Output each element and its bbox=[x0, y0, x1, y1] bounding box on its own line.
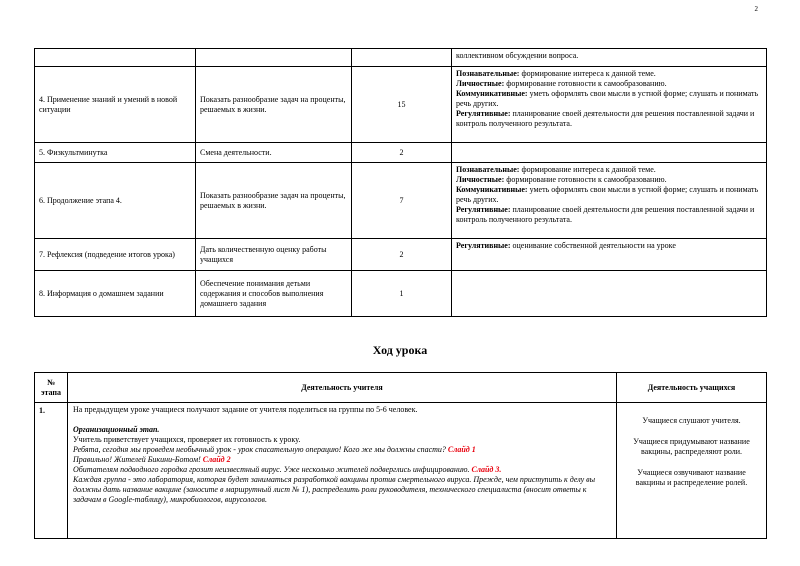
table-row bbox=[35, 67, 767, 143]
uud-item bbox=[456, 79, 762, 89]
teacher-paragraph: Каждая группа - это лаборатория, которая будет заниматься разработкой вакцины против смертельного вируса. Прежде, чем приступить к делу вы должны дать название вакцине (заносите в маршрутный лист № 1), распределить роли руководителя, технического специалиста (вносит ответы к задачам в Google-таблицу), микробиологов, вирусологов. bbox=[73, 475, 596, 504]
slide-marker: Слайд 1 bbox=[447, 445, 476, 454]
uud-cell bbox=[452, 163, 767, 239]
table-row bbox=[35, 239, 767, 271]
uud-item bbox=[456, 89, 762, 109]
students-paragraph: Учащиеся озвучивают название вакцины и распределение ролей. bbox=[635, 468, 748, 487]
stage-cell bbox=[35, 49, 196, 67]
uud-text: уметь оформлять свои мысли в устной форме; слушать и понимать речь других. bbox=[456, 89, 759, 108]
stage-cell: 6. Продолжение этапа 4. bbox=[35, 163, 196, 239]
teacher-paragraph bbox=[73, 465, 611, 475]
uud-label: Регулятивные: bbox=[456, 205, 511, 214]
teacher-activity-cell bbox=[68, 403, 617, 539]
uud-cell bbox=[452, 271, 767, 317]
uud-item bbox=[456, 109, 762, 129]
table-row bbox=[35, 163, 767, 239]
teacher-paragraph: На предыдущем уроке учащиеся получают задание от учителя поделиться на группы по 5-6 человек. bbox=[73, 405, 418, 414]
uud-label: Познавательные: bbox=[456, 69, 520, 78]
uud-label: Коммуникативные: bbox=[456, 185, 528, 194]
table-row-partial bbox=[35, 49, 767, 67]
header-cell-students: Деятельность учащихся bbox=[617, 373, 767, 403]
goal-cell: Показать разнообразие задач на проценты, решаемых в жизни. bbox=[196, 163, 352, 239]
uud-text: формирование готовности к самообразованию. bbox=[506, 79, 667, 88]
section-heading: Ход урока bbox=[372, 343, 428, 357]
uud-label: Коммуникативные: bbox=[456, 89, 528, 98]
teacher-paragraph bbox=[73, 455, 611, 465]
uud-text: формирование готовности к самообразованию. bbox=[506, 175, 667, 184]
lesson-plan-table bbox=[34, 48, 767, 317]
students-paragraph: Учащиеся придумывают название вакцины, распределяют роли. bbox=[633, 437, 750, 456]
slide-marker: Слайд 2 bbox=[202, 455, 231, 464]
uud-text: уметь оформлять свои мысли в устной форме; слушать и понимать речь других. bbox=[456, 185, 759, 204]
minutes-cell: 15 bbox=[352, 67, 452, 143]
table-row bbox=[35, 143, 767, 163]
uud-item bbox=[456, 69, 762, 79]
teacher-speech: Ребята, сегодня мы проведем необычный урок - урок спасательную операцию! Кого же мы должны спасти? bbox=[73, 445, 446, 454]
goal-cell: Показать разнообразие задач на проценты, решаемых в жизни. bbox=[196, 67, 352, 143]
uud-text: оценивание собственной деятельности на уроке bbox=[512, 241, 676, 250]
students-activity-cell bbox=[617, 403, 767, 539]
uud-text: формирование интереса к данной теме. bbox=[521, 69, 656, 78]
header-cell-stage-no: № этапа bbox=[35, 373, 68, 403]
goal-cell: Дать количественную оценку работы учащихся bbox=[196, 239, 352, 271]
uud-text: планирование своей деятельности для решения поставленной задачи и контроль полученного результата. bbox=[456, 205, 755, 224]
table-row bbox=[35, 403, 767, 539]
uud-label: Регулятивные: bbox=[456, 109, 511, 118]
uud-item bbox=[456, 185, 762, 205]
teacher-paragraph bbox=[73, 445, 611, 455]
stage-cell: 5. Физкультминутка bbox=[35, 143, 196, 163]
teacher-paragraph: Учитель приветствует учащихся, проверяет их готовность к уроку. bbox=[73, 435, 301, 444]
minutes-cell: 7 bbox=[352, 163, 452, 239]
uud-item bbox=[456, 175, 762, 185]
minutes-cell: 2 bbox=[352, 143, 452, 163]
uud-cell bbox=[452, 49, 767, 67]
teacher-speech: Обитателям подводного городка грозит неизвестный вирус. Уже несколько жителей подверглись инфицированию. bbox=[73, 465, 470, 474]
uud-label: Регулятивные: bbox=[456, 241, 511, 250]
uud-cell bbox=[452, 239, 767, 271]
uud-item bbox=[456, 241, 762, 251]
students-paragraph: Учащиеся слушают учителя. bbox=[642, 416, 741, 425]
uud-cell bbox=[452, 143, 767, 163]
goal-cell: Смена деятельности. bbox=[196, 143, 352, 163]
lesson-course-table bbox=[34, 372, 767, 539]
table-header-row bbox=[35, 373, 767, 403]
uud-tail-text: коллективном обсуждении вопроса. bbox=[456, 51, 579, 60]
header-cell-teacher: Деятельность учителя bbox=[68, 373, 617, 403]
stage-cell: 8. Информация о домашнем задании bbox=[35, 271, 196, 317]
stage-cell: 7. Рефлексия (подведение итогов урока) bbox=[35, 239, 196, 271]
goal-cell bbox=[196, 49, 352, 67]
uud-label: Познавательные: bbox=[456, 165, 520, 174]
uud-text: формирование интереса к данной теме. bbox=[521, 165, 656, 174]
minutes-cell: 2 bbox=[352, 239, 452, 271]
minutes-cell bbox=[352, 49, 452, 67]
goal-cell: Обеспечение понимания детьми содержания и способов выполнения домашнего задания bbox=[196, 271, 352, 317]
uud-text: планирование своей деятельности для решения поставленной задачи и контроль полученного результата. bbox=[456, 109, 755, 128]
teacher-speech: Правильно! Жителей Бикини-Ботом! bbox=[73, 455, 201, 464]
minutes-cell: 1 bbox=[352, 271, 452, 317]
uud-item bbox=[456, 205, 762, 225]
uud-cell bbox=[452, 67, 767, 143]
table-row bbox=[35, 271, 767, 317]
page-number: 2 bbox=[754, 5, 758, 13]
teacher-paragraph-stage-title: Организационный этап. bbox=[73, 425, 160, 434]
stage-number-cell: 1. bbox=[35, 403, 68, 539]
uud-label: Личностные: bbox=[456, 175, 505, 184]
stage-cell: 4. Применение знаний и умений в новой ситуации bbox=[35, 67, 196, 143]
slide-marker: Слайд 3. bbox=[471, 465, 502, 474]
uud-label: Личностные: bbox=[456, 79, 505, 88]
uud-item bbox=[456, 165, 762, 175]
